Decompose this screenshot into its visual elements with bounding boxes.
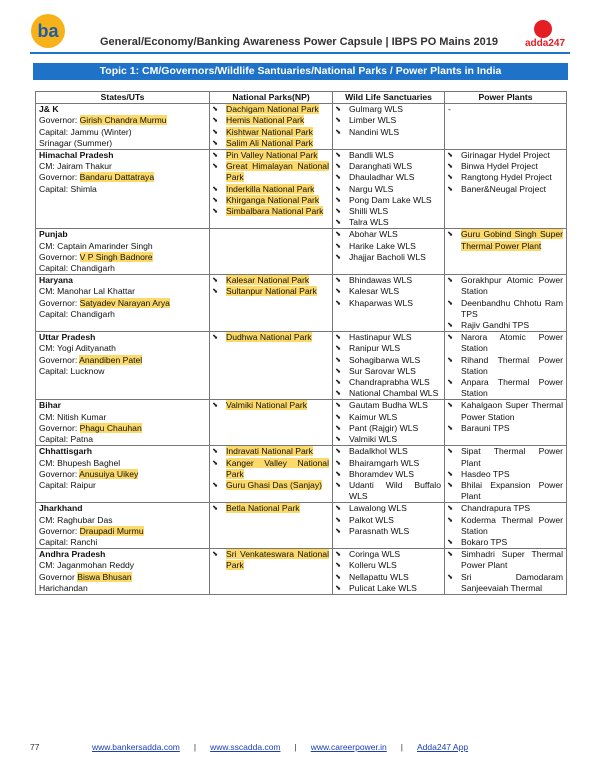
list-item: ⬇ Ranipur WLS [336, 343, 441, 354]
table-row [36, 104, 567, 150]
list-item: ⬇ Gulmarg WLS [336, 104, 441, 115]
list-item: ⬇ Rangtong Hydel Project [448, 172, 563, 183]
list-item [213, 184, 329, 195]
power-plants-cell [445, 446, 567, 503]
power-plants-list [448, 150, 563, 195]
column-header: States/UTs [36, 92, 210, 104]
national-parks-cell [210, 275, 333, 332]
table-row [36, 446, 567, 503]
list-item: ⬇ Rihand Thermal Power Station [448, 355, 563, 377]
national-park-name: Pin Valley National Park [226, 150, 318, 161]
governor-label: Governor: [39, 115, 80, 126]
national-park-name: Guru Ghasi Das (Sanjay) [226, 479, 322, 490]
governor-line [39, 423, 206, 434]
cm-name: Bhupesh Baghel [57, 457, 121, 468]
list-item [213, 206, 329, 217]
list-item: ⬇ Bokaro TPS [448, 537, 563, 548]
list-item [213, 480, 329, 491]
table-row [36, 150, 567, 229]
state-cell [36, 446, 210, 503]
list-item [213, 104, 329, 115]
footer-link-sscadda[interactable]: www.sscadda.com [210, 742, 281, 752]
cm-label: CM: [39, 457, 58, 468]
list-item: ⬇ Sri Damodaram Sanjeevaiah Thermal [448, 572, 563, 594]
list-item [213, 332, 329, 343]
list-item: ⬇ Sohagibarwa WLS [336, 355, 441, 366]
wildlife-sanctuaries-list [336, 229, 441, 263]
governor-name: Draupadi Murmu [79, 525, 144, 536]
capital-line: Capital: Chandigarh [39, 308, 115, 319]
wildlife-sanctuaries-list [336, 104, 441, 138]
list-item: ⬇ Gorakhpur Atomic Power Station [448, 275, 563, 297]
cm-label: CM: [39, 560, 58, 571]
footer-link-careerpower[interactable]: www.careerpower.in [310, 742, 387, 752]
governor-name: Girish Chandra Murmu [79, 115, 167, 126]
topic-heading: Topic 1: CM/Governors/Wildlife Santuaries/National Parks / Power Plants in India [33, 63, 568, 80]
governor-line [39, 298, 206, 309]
list-item [213, 446, 329, 457]
power-plant-none: - [448, 104, 451, 115]
capital-extra-line: Harichandan [39, 582, 88, 593]
governor-name: Anandiben Patel [79, 354, 143, 365]
list-item: ⬇ Girinagar Hydel Project [448, 150, 563, 161]
table-row [36, 503, 567, 549]
national-park-name: Indravati National Park [226, 446, 313, 457]
capital-extra-line: Srinagar (Summer) [39, 137, 113, 148]
adda247-logo-text: adda247 [524, 38, 566, 49]
column-header: National Parks(NP) [210, 92, 333, 104]
list-item: ⬇ Rajiv Gandhi TPS [448, 320, 563, 331]
capital-line: Capital: Patna [39, 434, 93, 445]
list-item: ⬇ Hastinapur WLS [336, 332, 441, 343]
list-item: ⬇ Khaparwas WLS [336, 298, 441, 309]
national-park-name: Simbalbara National Park [226, 206, 324, 217]
footer-separator: | [294, 742, 297, 752]
capital-line: Capital: Jammu (Winter) [39, 126, 132, 137]
power-plants-list [448, 275, 563, 331]
cm-line [39, 458, 206, 469]
list-item: ⬇ Simhadri Super Thermal Power Plant [448, 549, 563, 571]
footer-separator: | [193, 742, 197, 752]
list-item: ⬇ Kahalgaon Super Thermal Power Station [448, 400, 563, 422]
cm-name: Jairam Thakur [57, 161, 112, 172]
list-item: ⬇ Narora Atomic Power Station [448, 332, 563, 354]
list-item: ⬇ Deenbandhu Chhotu Ram TPS [448, 298, 563, 320]
list-item [213, 458, 329, 480]
list-item: ⬇ Sur Sarovar WLS [336, 366, 441, 377]
power-plants-cell [445, 150, 567, 229]
state-name: Himachal Pradesh [39, 150, 114, 161]
table-row [36, 400, 567, 446]
national-parks-list [213, 275, 329, 297]
table-row [36, 275, 567, 332]
national-park-name: Sri Venkateswara National Park [226, 549, 329, 571]
list-item: ⬇ Udanti Wild Buffalo WLS [336, 480, 441, 502]
governor-name: V P Singh Badnore [79, 251, 153, 262]
national-parks-cell [210, 150, 333, 229]
state-cell [36, 503, 210, 549]
state-cell [36, 549, 210, 595]
governor-line [39, 115, 206, 126]
state-name: Chhattisgarh [39, 446, 92, 457]
cm-label: CM: [39, 161, 58, 172]
national-park-name: Kanger Valley National Park [226, 457, 329, 479]
state-name: Haryana [39, 275, 73, 286]
cm-label: CM: [39, 343, 57, 354]
governor-label: Governor: [39, 525, 80, 536]
capital-line: Capital: Lucknow [39, 365, 105, 376]
list-item: ⬇ Limber WLS [336, 115, 441, 126]
cm-line [39, 515, 206, 526]
governor-name: Biswa Bhusan [77, 571, 132, 582]
power-plants-cell [445, 332, 567, 400]
list-item: ⬇ Bhoramdev WLS [336, 469, 441, 480]
list-item [213, 286, 329, 297]
list-item: ⬇ Valmiki WLS [336, 434, 441, 445]
cm-name: Raghubar Das [57, 514, 113, 525]
governor-label: Governor: [39, 468, 80, 479]
footer-link-adda247-app[interactable]: Adda247 App [417, 742, 469, 752]
table-header-row [36, 92, 567, 104]
column-header: Power Plants [445, 92, 567, 104]
list-item: ⬇ Gautam Budha WLS [336, 400, 441, 411]
national-parks-list [213, 150, 329, 217]
national-parks-list [213, 400, 329, 411]
cm-label: CM: [39, 286, 58, 297]
footer-separator: | [400, 742, 403, 752]
capital-line: Capital: Shimla [39, 183, 97, 194]
wildlife-sanctuaries-cell [333, 104, 445, 150]
list-item: ⬇ Kolleru WLS [336, 560, 441, 571]
page-footer [30, 740, 570, 754]
list-item [213, 195, 329, 206]
list-item [213, 115, 329, 126]
list-item: ⬇ Coringa WLS [336, 549, 441, 560]
capital-line: Capital: Raipur [39, 479, 96, 490]
national-parks-cell [210, 332, 333, 400]
list-item [213, 127, 329, 138]
list-item: ⬇ Shilli WLS [336, 206, 441, 217]
state-cell [36, 229, 210, 275]
power-plants-cell [445, 503, 567, 549]
list-item [213, 503, 329, 514]
column-header: Wild Life Sanctuaries [333, 92, 445, 104]
wildlife-sanctuaries-cell [333, 503, 445, 549]
national-parks-cell [210, 503, 333, 549]
national-parks-cell [210, 229, 333, 275]
wildlife-sanctuaries-list [336, 400, 441, 445]
governor-name: Satyadev Narayan Arya [79, 297, 170, 308]
list-item: ⬇ Sipat Thermal Power Plant [448, 446, 563, 468]
list-item: ⬇ Parasnath WLS [336, 526, 441, 537]
state-cell [36, 150, 210, 229]
cm-label: CM: [39, 240, 58, 251]
power-plants-list [448, 446, 563, 502]
power-plants-cell [445, 104, 567, 150]
national-parks-cell [210, 446, 333, 503]
governor-line [39, 526, 206, 537]
state-name: Bihar [39, 400, 61, 411]
national-park-name: Great Himalayan National Park [226, 161, 329, 183]
national-park-name: Kishtwar National Park [226, 126, 313, 137]
page-number: 77 [30, 742, 40, 752]
power-plant-name: Guru Gobind Singh Super Thermal Power Plant [461, 229, 563, 251]
national-parks-cell [210, 400, 333, 446]
power-plants-cell [445, 229, 567, 275]
cm-line [39, 161, 206, 172]
list-item: ⬇ Jhajjar Bacholi WLS [336, 252, 441, 263]
adda247-logo [520, 20, 570, 48]
document-header-title: General/Economy/Banking Awareness Power Capsule | IBPS PO Mains 2019 [100, 36, 499, 48]
governor-name: Anusuiya Uikey [79, 468, 139, 479]
list-item [448, 229, 563, 251]
cm-name: Jaganmohan Reddy [57, 560, 135, 571]
list-item: ⬇ Binwa Hydel Project [448, 161, 563, 172]
wildlife-sanctuaries-cell [333, 332, 445, 400]
governor-line [39, 355, 206, 366]
national-parks-list [213, 446, 329, 491]
list-item: ⬇ Hasdeo TPS [448, 469, 563, 480]
wildlife-sanctuaries-cell [333, 275, 445, 332]
governor-line [39, 572, 206, 583]
list-item: ⬇ Harike Lake WLS [336, 241, 441, 252]
state-cell [36, 400, 210, 446]
header-divider [30, 52, 570, 54]
national-parks-list [213, 503, 329, 514]
power-plants-cell [445, 400, 567, 446]
list-item: ⬇ National Chambal WLS [336, 388, 441, 399]
list-item: ⬇ Bhairamgarh WLS [336, 458, 441, 469]
cm-label: CM: [39, 514, 58, 525]
table-body [36, 104, 567, 595]
table-row [36, 549, 567, 595]
governor-name: Bandaru Dattatraya [79, 172, 155, 183]
state-cell [36, 275, 210, 332]
national-parks-list [213, 104, 329, 149]
cm-line [39, 241, 206, 252]
list-item: ⬇ Chandrapura TPS [448, 503, 563, 514]
national-parks-list [213, 549, 329, 571]
governor-label: Governor [39, 571, 78, 582]
list-item: ⬇ Talra WLS [336, 217, 441, 228]
power-plants-list [448, 229, 563, 251]
cm-label: CM: [39, 411, 58, 422]
footer-link-bankersadda[interactable]: www.bankersadda.com [92, 742, 180, 752]
national-park-name: Salim Ali National Park [226, 137, 313, 148]
power-plants-list [448, 332, 563, 399]
governor-label: Governor: [39, 354, 80, 365]
governor-name: Phagu Chauhan [79, 422, 142, 433]
capital-line: Capital: Ranchi [39, 536, 98, 547]
governor-line [39, 469, 206, 480]
list-item [213, 161, 329, 183]
national-park-name: Khirganga National Park [226, 194, 320, 205]
list-item: ⬇ Baner&Neugal Project [448, 184, 563, 195]
governor-line [39, 252, 206, 263]
list-item [213, 549, 329, 571]
wildlife-sanctuaries-cell [333, 549, 445, 595]
list-item: ⬇ Chandraprabha WLS [336, 377, 441, 388]
list-item: ⬇ Badalkhol WLS [336, 446, 441, 457]
list-item: ⬇ Pong Dam Lake WLS [336, 195, 441, 206]
cm-line [39, 286, 206, 297]
list-item: ⬇ Koderma Thermal Power Station [448, 515, 563, 537]
national-park-name: Dachigam National Park [226, 104, 319, 115]
power-plants-list [448, 400, 563, 434]
list-item: ⬇ Bhilai Expansion Power Plant [448, 480, 563, 502]
capital-line: Capital: Chandigarh [39, 263, 115, 274]
table-row [36, 229, 567, 275]
cm-line [39, 560, 206, 571]
wildlife-sanctuaries-list [336, 446, 441, 502]
national-parks-cell [210, 549, 333, 595]
wildlife-sanctuaries-list [336, 503, 441, 537]
cm-name: Yogi Adityanath [57, 343, 116, 354]
list-item [213, 150, 329, 161]
list-item: ⬇ Bhindawas WLS [336, 275, 441, 286]
power-plants-list [448, 549, 563, 594]
list-item: ⬇ Barauni TPS [448, 423, 563, 434]
list-item [213, 275, 329, 286]
governor-label: Governor: [39, 251, 80, 262]
national-park-name: Sultanpur National Park [226, 286, 317, 297]
state-cell [36, 104, 210, 150]
list-item: ⬇ Bandli WLS [336, 150, 441, 161]
list-item: ⬇ Anpara Thermal Power Station [448, 377, 563, 399]
list-item [213, 138, 329, 149]
national-parks-cell [210, 104, 333, 150]
list-item: ⬇ Palkot WLS [336, 515, 441, 526]
footer-links [92, 740, 468, 754]
national-park-name: Betla National Park [226, 503, 300, 514]
national-park-name: Hemis National Park [226, 115, 305, 126]
cm-name: Captain Amarinder Singh [57, 240, 153, 251]
governor-label: Governor: [39, 172, 80, 183]
adda247-logo-mark [534, 20, 552, 38]
national-park-name: Kalesar National Park [226, 275, 310, 286]
list-item: ⬇ Nandini WLS [336, 127, 441, 138]
power-plants-cell [445, 549, 567, 595]
state-name: Punjab [39, 229, 68, 240]
governor-label: Governor: [39, 297, 80, 308]
cm-name: Nitish Kumar [57, 411, 107, 422]
list-item: ⬇ Daranghati WLS [336, 161, 441, 172]
national-parks-list [213, 332, 329, 343]
wildlife-sanctuaries-list [336, 332, 441, 399]
wildlife-sanctuaries-cell [333, 400, 445, 446]
list-item: ⬇ Lawalong WLS [336, 503, 441, 514]
power-plants-list [448, 503, 563, 548]
wildlife-sanctuaries-cell [333, 150, 445, 229]
list-item: ⬇ Dhauladhar WLS [336, 172, 441, 183]
list-item: ⬇ Abohar WLS [336, 229, 441, 240]
national-park-name: Inderkilla National Park [226, 183, 315, 194]
state-name: Andhra Pradesh [39, 549, 106, 560]
states-table [35, 91, 567, 595]
wildlife-sanctuaries-list [336, 549, 441, 594]
list-item: ⬇ Nargu WLS [336, 184, 441, 195]
cm-line [39, 412, 206, 423]
wildlife-sanctuaries-list [336, 150, 441, 228]
power-plants-cell [445, 275, 567, 332]
list-item: ⬇ Kaimur WLS [336, 412, 441, 423]
table-row [36, 332, 567, 400]
state-name: Jharkhand [39, 503, 83, 514]
bankersadda-logo: ba [31, 14, 65, 48]
governor-label: Governor: [39, 422, 80, 433]
list-item: ⬇ Pant (Rajgir) WLS [336, 423, 441, 434]
state-cell [36, 332, 210, 400]
list-item [213, 400, 329, 411]
state-name: J& K [39, 104, 59, 115]
list-item: ⬇ Pulicat Lake WLS [336, 583, 441, 594]
governor-line [39, 172, 206, 183]
wildlife-sanctuaries-list [336, 275, 441, 309]
list-item: ⬇ Nellapattu WLS [336, 572, 441, 583]
cm-line [39, 343, 206, 354]
national-park-name: Dudhwa National Park [226, 332, 312, 343]
wildlife-sanctuaries-cell [333, 229, 445, 275]
cm-name: Manohar Lal Khattar [57, 286, 136, 297]
wildlife-sanctuaries-cell [333, 446, 445, 503]
state-name: Uttar Pradesh [39, 332, 96, 343]
national-park-name: Valmiki National Park [226, 400, 308, 411]
list-item: ⬇ Kalesar WLS [336, 286, 441, 297]
